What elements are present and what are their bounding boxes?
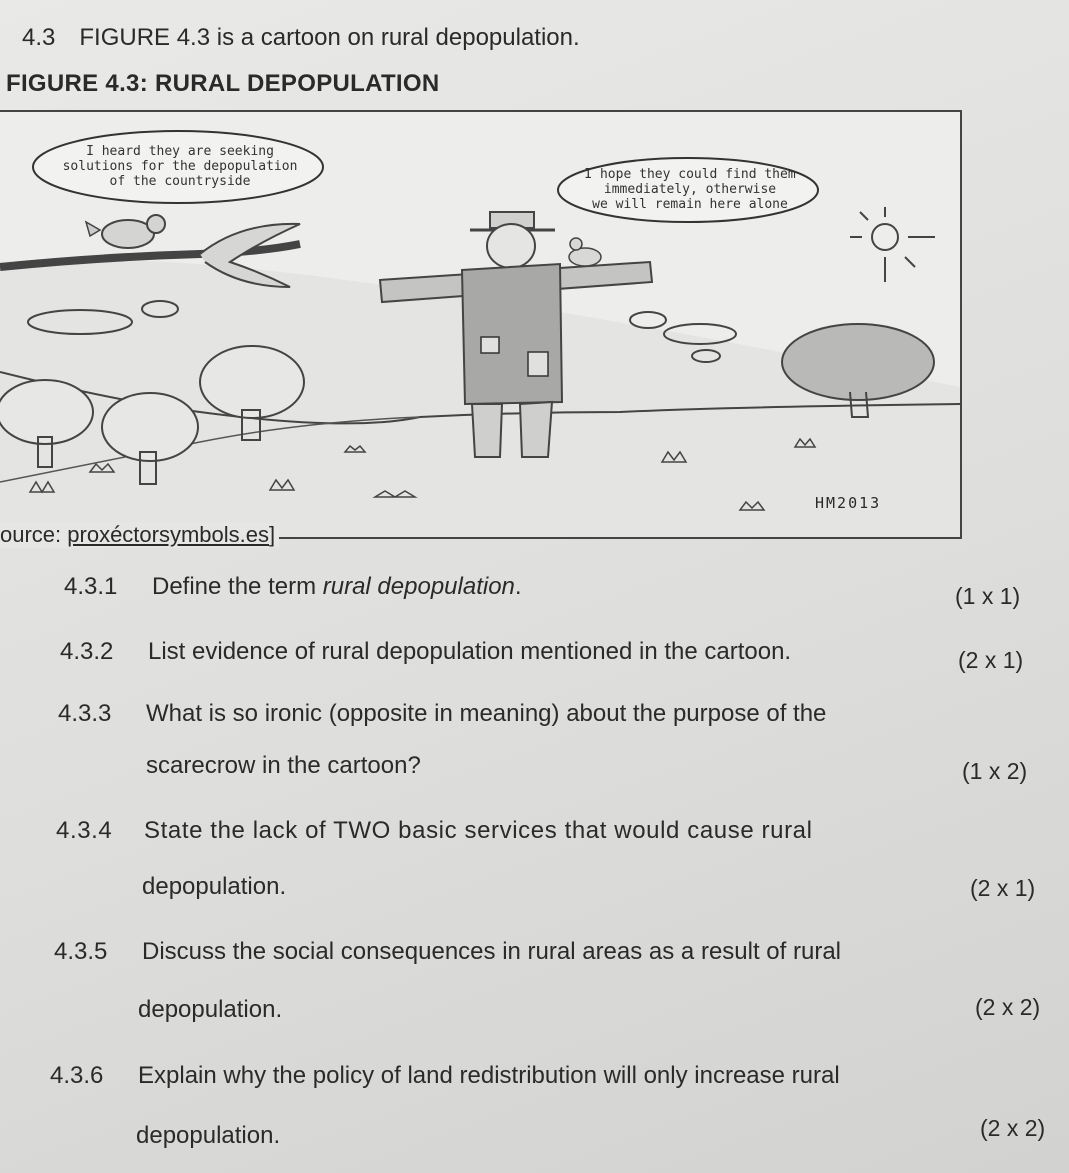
marks-4-3-2: (2 x 1) bbox=[958, 647, 1024, 673]
question-text: Discuss the social consequences in rural areas as a result of rural bbox=[142, 938, 841, 965]
question-number: 4.3.5 bbox=[54, 938, 108, 965]
source-suffix: ] bbox=[269, 522, 276, 547]
question-number: 4.3.3 bbox=[58, 700, 112, 727]
figure-title: FIGURE 4.3: RURAL DEPOPULATION bbox=[6, 70, 440, 97]
question-4-3-3 bbox=[58, 700, 826, 728]
speech-line: I heard they are seeking bbox=[86, 144, 274, 159]
question-4-3-6-cont bbox=[48, 1122, 280, 1150]
source-link[interactable]: proxéctorsymbols.es bbox=[67, 522, 270, 547]
question-text: State the lack of TWO basic services that would cause rural bbox=[144, 817, 813, 844]
marks-4-3-1: (1 x 1) bbox=[955, 583, 1021, 609]
cartoon-figure bbox=[0, 110, 962, 539]
question-4-3-5-cont bbox=[50, 996, 282, 1024]
question-4-3-1 bbox=[64, 573, 522, 601]
question-text-cont: scarecrow in the cartoon? bbox=[146, 752, 421, 779]
question-4-3-2 bbox=[60, 638, 791, 666]
source-prefix: ource: bbox=[0, 522, 68, 547]
question-text-cont: depopulation. bbox=[138, 996, 283, 1023]
question-number: 4.3.2 bbox=[60, 638, 114, 665]
speech-line: solutions for the depopulation bbox=[62, 159, 298, 174]
artist-signature: HM2013 bbox=[815, 494, 882, 512]
question-4-3-5 bbox=[54, 938, 841, 966]
speech-text-left bbox=[40, 144, 320, 189]
question-text-cont: depopulation. bbox=[136, 1122, 281, 1149]
question-4-3-4 bbox=[56, 817, 813, 845]
question-number: 4.3.1 bbox=[64, 573, 118, 600]
question-intro-text: FIGURE 4.3 is a cartoon on rural depopulation. bbox=[79, 24, 580, 51]
question-number: 4.3 bbox=[22, 24, 56, 51]
figure-source bbox=[0, 522, 279, 548]
question-4-3-3-cont bbox=[58, 752, 421, 780]
question-text-end: . bbox=[514, 573, 522, 600]
question-text: Define the term bbox=[152, 573, 323, 600]
question-number: 4.3.4 bbox=[56, 817, 113, 844]
question-4-3-4-cont bbox=[54, 873, 286, 901]
speech-text-right bbox=[565, 167, 815, 212]
marks-4-3-4: (2 x 1) bbox=[970, 875, 1036, 901]
speech-line: of the countryside bbox=[109, 174, 251, 189]
marks-4-3-5: (2 x 2) bbox=[975, 994, 1041, 1020]
speech-line: immediately, otherwise bbox=[603, 182, 777, 197]
speech-line: we will remain here alone bbox=[592, 197, 788, 212]
question-term: rural depopulation bbox=[322, 573, 515, 600]
question-text: List evidence of rural depopulation mentioned in the cartoon. bbox=[148, 638, 792, 665]
question-intro bbox=[22, 24, 580, 52]
question-text: Explain why the policy of land redistribution will only increase rural bbox=[138, 1062, 840, 1089]
question-4-3-6 bbox=[50, 1062, 840, 1090]
question-text: What is so ironic (opposite in meaning) about the purpose of the bbox=[146, 700, 827, 727]
question-text-cont: depopulation. bbox=[142, 873, 287, 900]
marks-4-3-3: (1 x 2) bbox=[962, 758, 1028, 784]
question-number: 4.3.6 bbox=[50, 1062, 104, 1089]
speech-line: I hope they could find them bbox=[584, 167, 796, 182]
marks-4-3-6: (2 x 2) bbox=[980, 1115, 1046, 1141]
